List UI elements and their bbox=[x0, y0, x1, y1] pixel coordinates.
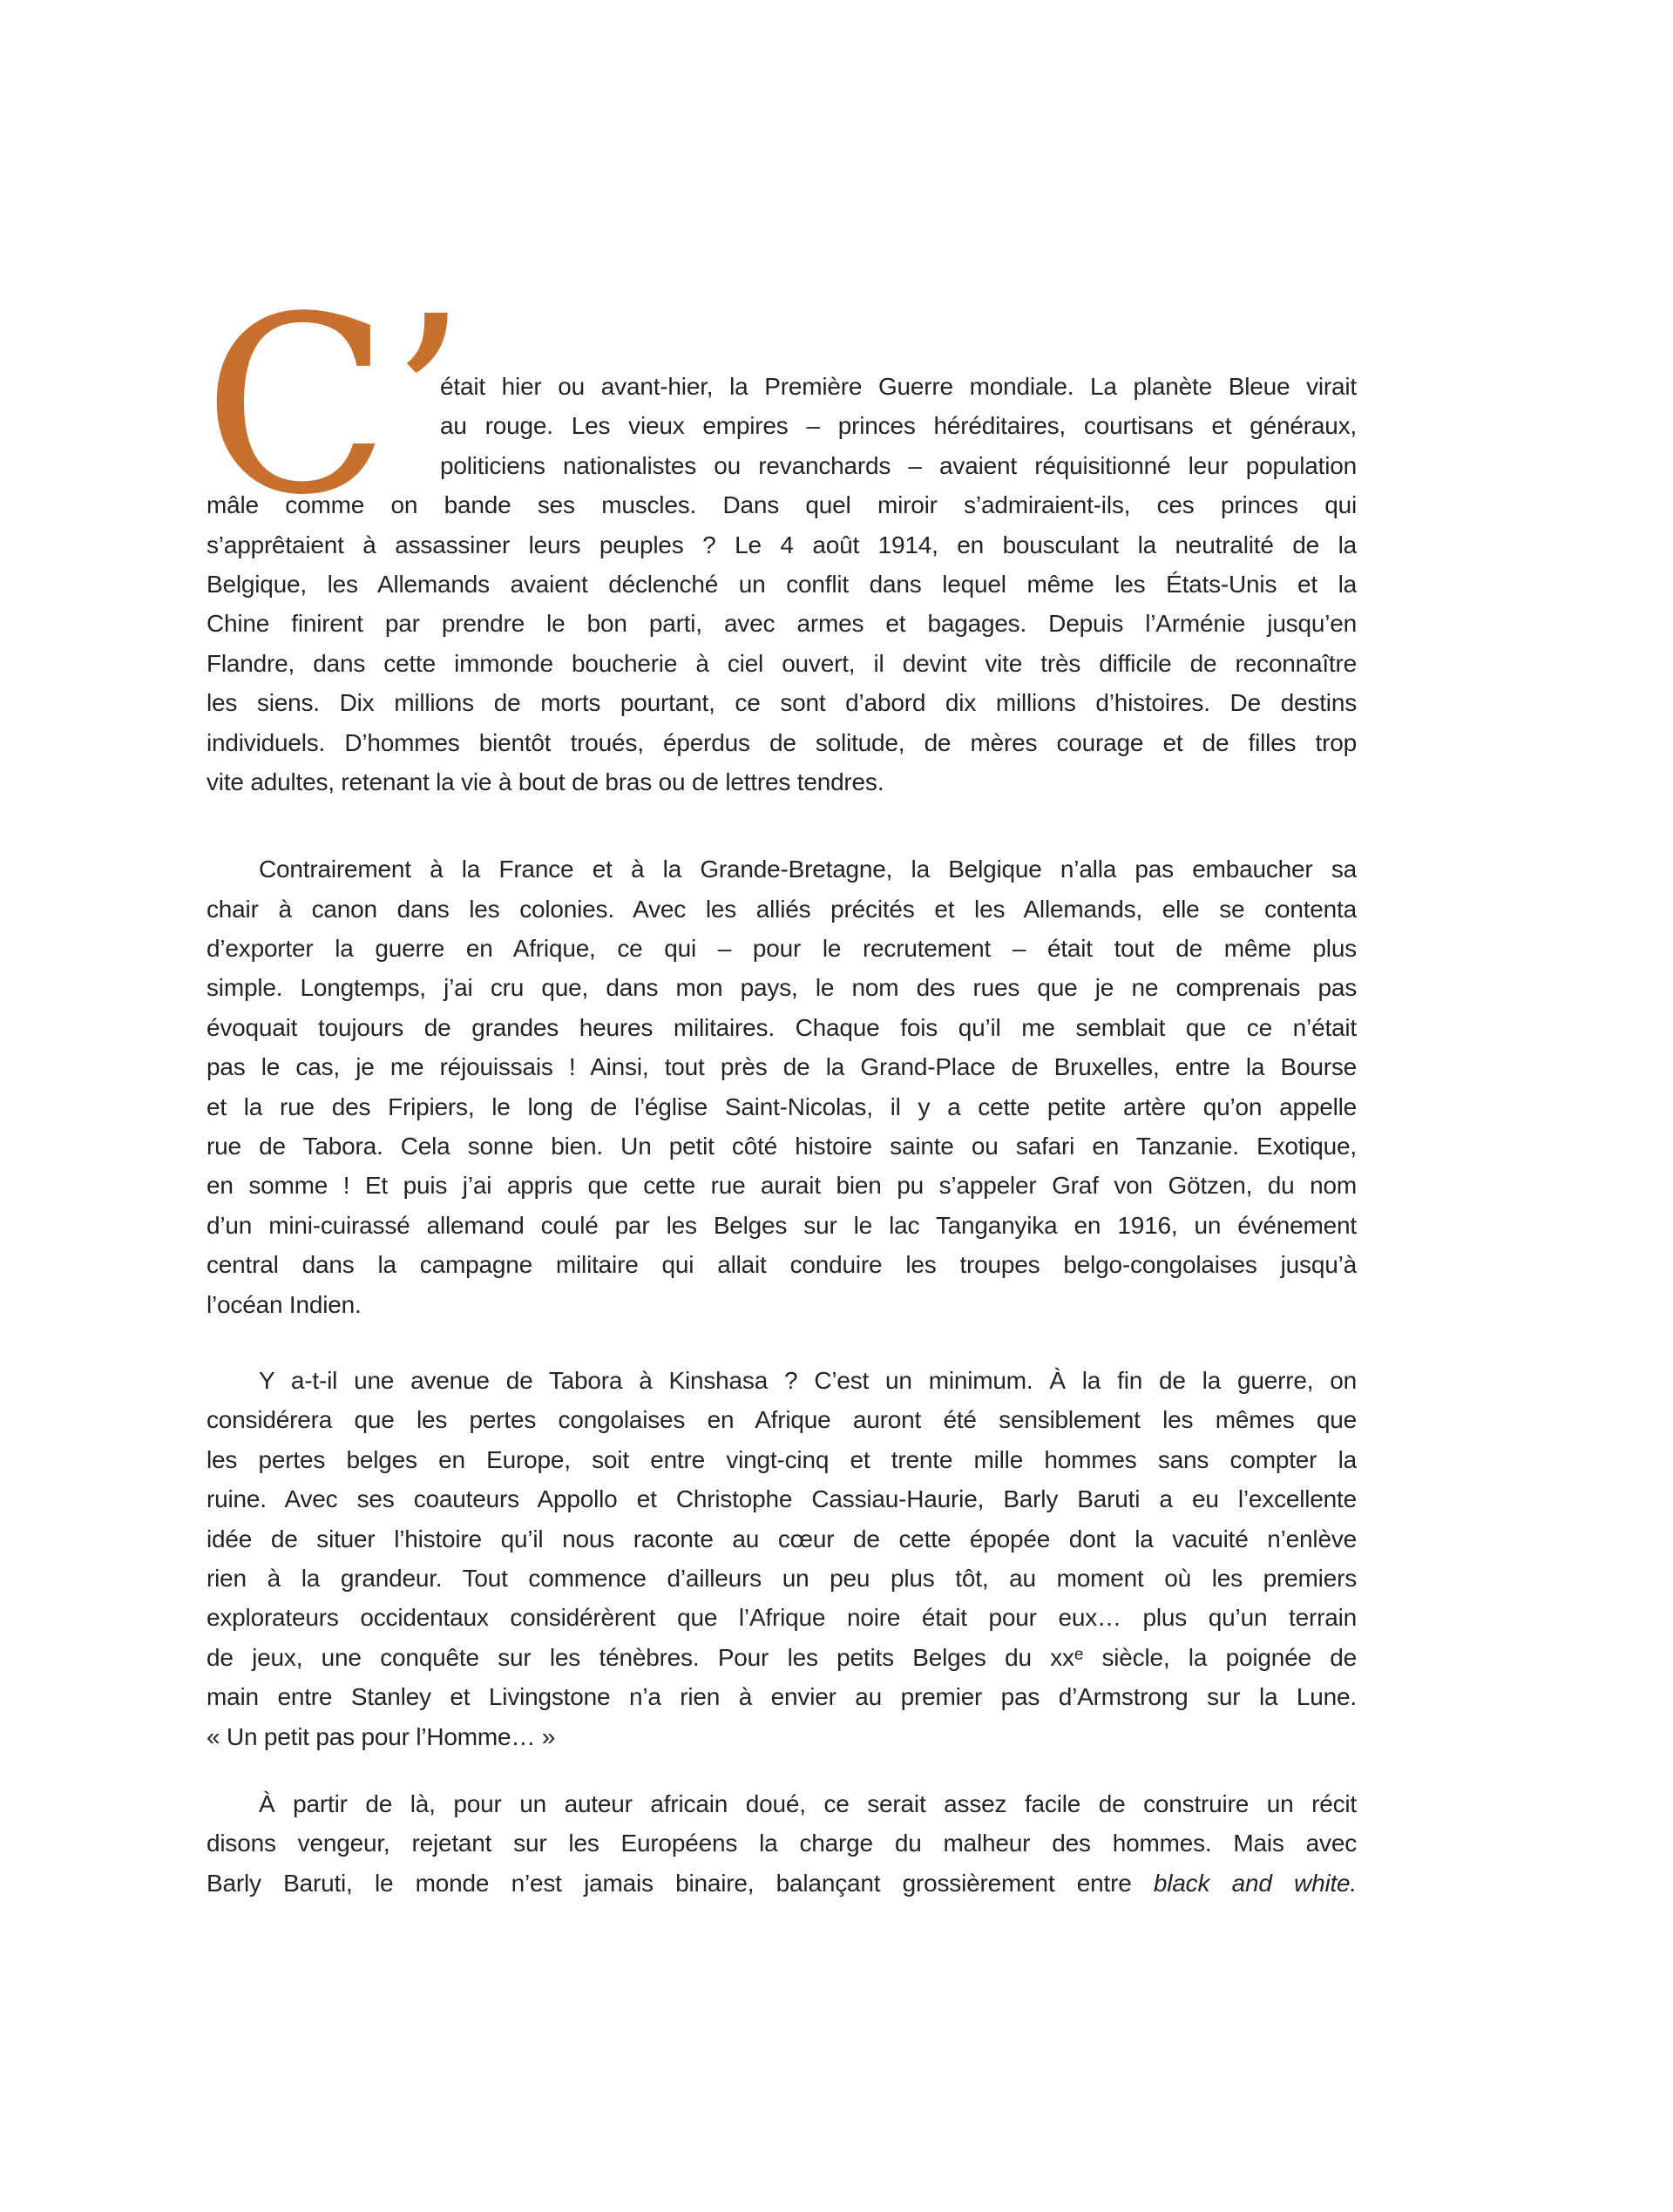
text-segment: d’un mini-cuirassé allemand coulé par les Belges sur le lac Tanganyika en 1916, un événement bbox=[207, 1211, 1357, 1239]
paragraph bbox=[207, 1784, 1357, 1903]
text-segment: s’apprêtaient à assassiner leurs peuples ? Le 4 août 1914, en bousculant la neutralité de la bbox=[207, 531, 1357, 558]
text-segment: explorateurs occidentaux considérèrent que l’Afrique noire était pour eux… plus qu’un terrain bbox=[207, 1604, 1357, 1632]
text-segment: rien à la grandeur. Tout commence d’ailleurs un peu plus tôt, au moment où les premiers bbox=[207, 1564, 1357, 1592]
paragraphs-container bbox=[207, 367, 1357, 1903]
text-segment: au rouge. Les vieux empires – princes héréditaires, courtisans et généraux, bbox=[440, 412, 1357, 440]
drop-cap: C’ bbox=[203, 265, 467, 549]
text-line bbox=[207, 1126, 1357, 1166]
text-segment: évoquait toujours de grandes heures militaires. Chaque fois qu’il me semblait que ce n’était bbox=[207, 1013, 1357, 1041]
text-line bbox=[207, 1008, 1357, 1047]
text-segment: Y a-t-il une avenue de Tabora à Kinshasa ? C’est un minimum. À la fin de la guerre, on bbox=[259, 1366, 1357, 1394]
text-segment: disons vengeur, rejetant sur les Européens la charge du malheur des hommes. Mais avec bbox=[207, 1830, 1357, 1857]
text-line bbox=[207, 1206, 1357, 1245]
text-line bbox=[207, 1361, 1357, 1400]
text-line bbox=[207, 1519, 1357, 1559]
text-segment: de jeux, une conquête sur les ténèbres. Pour les petits Belges du xxᵉ siècle, la poignée de bbox=[207, 1643, 1357, 1671]
text-line bbox=[207, 762, 1357, 802]
text-segment: Contrairement à la France et à la Grande-Bretagne, la Belgique n’alla pas embaucher sa bbox=[259, 856, 1357, 883]
text-line bbox=[207, 1823, 1357, 1863]
text-line bbox=[207, 1285, 1357, 1324]
text-segment: était hier ou avant-hier, la Première Guerre mondiale. La planète Bleue virait bbox=[440, 373, 1357, 400]
italic-text: black and white. bbox=[1153, 1869, 1357, 1897]
text-line bbox=[207, 890, 1357, 929]
text-segment: Chine finirent par prendre le bon parti, avec armes et bagages. Depuis l’Arménie jusqu’en bbox=[207, 610, 1357, 638]
text-segment: mâle comme on bande ses muscles. Dans quel miroir s’admiraient-ils, ces princes qui bbox=[207, 491, 1357, 519]
text-line bbox=[207, 929, 1357, 968]
text-line bbox=[207, 1245, 1357, 1284]
text-segment: les pertes belges en Europe, soit entre vingt-cinq et trente mille hommes sans compter la bbox=[207, 1445, 1357, 1473]
text-segment: « Un petit pas pour l’Homme… » bbox=[207, 1722, 556, 1750]
text-segment: et la rue des Fripiers, le long de l’église Saint-Nicolas, il y a cette petite artère qu’on appelle bbox=[207, 1092, 1357, 1120]
text-line bbox=[207, 1087, 1357, 1126]
text-segment: central dans la campagne militaire qui allait conduire les troupes belgo-congolaises jusqu’à bbox=[207, 1251, 1357, 1279]
text-segment: Belgique, les Allemands avaient déclenché un conflit dans lequel même les États-Unis et la bbox=[207, 570, 1357, 598]
text-line bbox=[207, 1864, 1357, 1903]
text-segment: l’océan Indien. bbox=[207, 1290, 362, 1318]
text-line bbox=[207, 1166, 1357, 1205]
text-segment: d’exporter la guerre en Afrique, ce qui – pour le recrutement – était tout de même plus bbox=[207, 935, 1357, 963]
preface-text-block bbox=[203, 265, 1357, 1903]
text-segment: chair à canon dans les colonies. Avec les alliés précités et les Allemands, elle se contenta bbox=[207, 895, 1357, 923]
text-segment: les siens. Dix millions de morts pourtant, ce sont d’abord dix millions d’histoires. De destins bbox=[207, 689, 1357, 717]
text-line bbox=[207, 1479, 1357, 1519]
text-segment: main entre Stanley et Livingstone n’a rien à envier au premier pas d’Armstrong sur la Lune. bbox=[207, 1683, 1357, 1711]
text-line bbox=[207, 849, 1357, 889]
text-line bbox=[207, 604, 1357, 643]
text-segment: considérera que les pertes congolaises en Afrique auront été sensiblement les mêmes que bbox=[207, 1406, 1357, 1434]
paragraph bbox=[207, 849, 1357, 1324]
text-segment: simple. Longtemps, j’ai cru que, dans mon pays, le nom des rues que je ne comprenais pas bbox=[207, 974, 1357, 1002]
text-line bbox=[207, 1440, 1357, 1479]
text-segment: rue de Tabora. Cela sonne bien. Un petit côté histoire sainte ou safari en Tanzanie. Exotique, bbox=[207, 1133, 1357, 1160]
text-line bbox=[207, 968, 1357, 1007]
text-line bbox=[207, 1559, 1357, 1598]
text-line bbox=[207, 1047, 1357, 1086]
text-line bbox=[207, 1717, 1357, 1756]
text-line bbox=[207, 644, 1357, 683]
text-line bbox=[207, 1677, 1357, 1716]
text-line bbox=[207, 683, 1357, 722]
text-segment: en somme ! Et puis j’ai appris que cette rue aurait bien pu s’appeler Graf von Götzen, du nom bbox=[207, 1172, 1357, 1200]
text-segment: individuels. D’hommes bientôt troués, éperdus de solitude, de mères courage et de filles trop bbox=[207, 728, 1357, 756]
text-segment: Flandre, dans cette immonde boucherie à ciel ouvert, il devint vite très difficile de reconnaître bbox=[207, 649, 1357, 677]
text-line bbox=[207, 723, 1357, 762]
text-segment: ruine. Avec ses coauteurs Appollo et Christophe Cassiau-Haurie, Barly Baruti a eu l’excellente bbox=[207, 1485, 1357, 1513]
text-line bbox=[207, 1598, 1357, 1637]
text-line bbox=[207, 1638, 1357, 1677]
text-segment: vite adultes, retenant la vie à bout de bras ou de lettres tendres. bbox=[207, 768, 884, 795]
text-segment: À partir de là, pour un auteur africain doué, ce serait assez facile de construire un récit bbox=[259, 1789, 1357, 1817]
text-line bbox=[207, 565, 1357, 604]
text-segment: idée de situer l’histoire qu’il nous raconte au cœur de cette épopée dont la vacuité n’enlève bbox=[207, 1525, 1357, 1552]
text-segment: pas le cas, je me réjouissais ! Ainsi, tout près de la Grand-Place de Bruxelles, entre la Bourse bbox=[207, 1053, 1357, 1081]
text-segment: politiciens nationalistes ou revanchards – avaient réquisitionné leur population bbox=[440, 451, 1357, 479]
paragraph bbox=[207, 1361, 1357, 1756]
text-segment: Barly Baruti, le monde n’est jamais binaire, balançant grossièrement entre bbox=[207, 1869, 1154, 1897]
text-line bbox=[207, 1784, 1357, 1823]
text-line bbox=[207, 1400, 1357, 1439]
